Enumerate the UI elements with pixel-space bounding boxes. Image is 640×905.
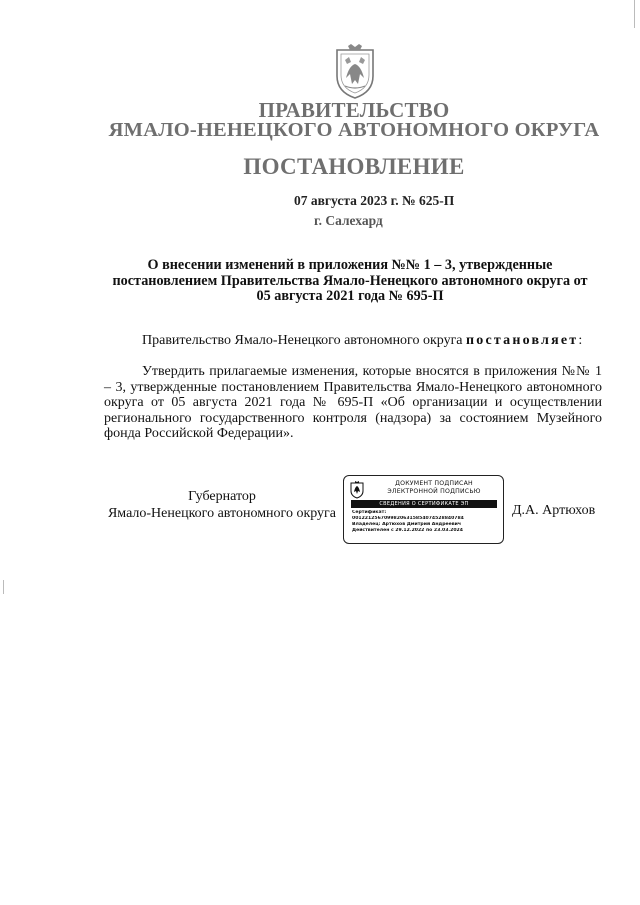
electronic-signature-stamp [343,475,504,544]
stamp-header-line1: ДОКУМЕНТ ПОДПИСАН [395,480,473,487]
signatory-title-line2: Ямало-Ненецкого автономного округа [107,506,337,521]
document-subject [100,258,600,305]
signatory-title [104,488,340,522]
intro-paragraph [142,333,582,349]
resolves-word: постановляет [466,333,579,348]
scan-edge-mark [634,0,635,28]
stamp-certificate-bar: СВЕДЕНИЯ О СЕРТИФИКАТЕ ЭП [351,500,497,508]
signatory-name: Д.А. Артюхов [512,503,596,518]
certificate-value: 00122125670998206315854074528840784 [352,516,464,521]
document-type-title: ПОСТАНОВЛЕНИЕ [243,154,465,179]
intro-colon: : [578,333,583,348]
city: г. Салехард [314,213,383,228]
stamp-header-line2: ЭЛЕКТРОННОЙ ПОДПИСЬЮ [387,487,481,495]
subject-line3: 05 августа 2021 года № 695-П [256,288,444,304]
stamp-emblem-icon [350,481,364,499]
certificate-validity: Действителен с 29.12.2022 по 23.03.2024 [352,528,463,533]
signatory-title-line1: Губернатор [188,489,256,504]
stamp-header [368,480,500,495]
date-and-number: 07 августа 2023 г. № 625-П [294,193,455,208]
stamp-details [352,510,502,534]
certificate-label: Сертификат: [352,510,387,515]
government-name-line2: ЯМАЛО-НЕНЕЦКОГО АВТОНОМНОГО ОКРУГА [108,119,600,141]
government-name-line1: ПРАВИТЕЛЬСТВО [258,98,450,122]
coat-of-arms-icon [333,44,377,100]
certificate-owner: Владелец: Артюхов Дмитрий Андреевич [352,522,462,527]
scan-edge-mark [3,580,4,594]
subject-line1: О внесении изменений в приложения №№ 1 – 3, утвержденные [147,257,553,273]
body-paragraph: Утвердить прилагаемые изменения, которые вносятся в приложения №№ 1 – 3, утвержденные постановлением Правительства Ямало-Ненецкого автономного округа от 05 августа 2021 года № 695-П «Об организации и осуществлении регионального государственного контроля (надзора) за состоянием Музейного фонда Российской Федерации». [104,364,602,441]
intro-text: Правительство Ямало-Ненецкого автономного округа [142,333,467,348]
subject-line2: постановлением Правительства Ямало-Ненецкого автономного округа от [112,272,588,289]
